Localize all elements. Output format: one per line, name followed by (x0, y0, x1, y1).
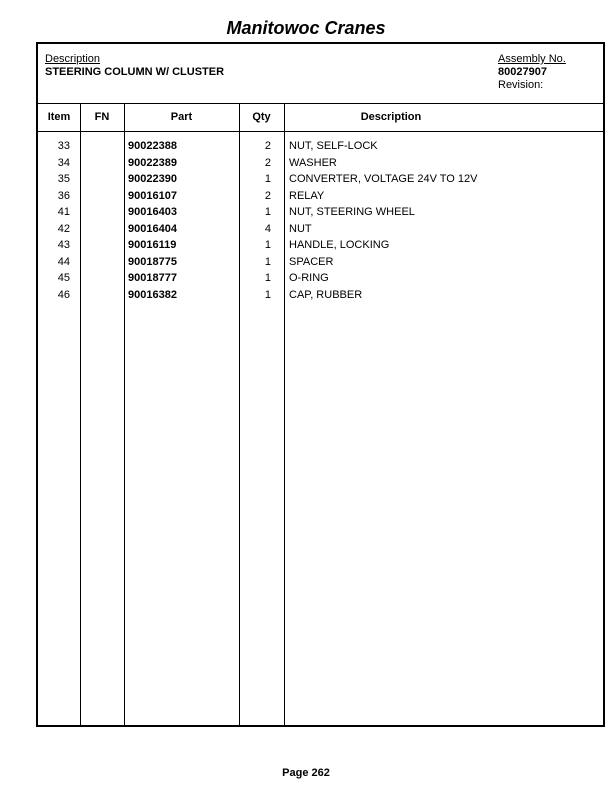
assembly-header (38, 44, 603, 104)
item-number: 41 (57, 206, 70, 218)
column-header-qty: Qty (252, 111, 271, 123)
table-row (38, 223, 603, 239)
item-number: 45 (57, 272, 70, 284)
table-row (38, 239, 603, 255)
item-number: 46 (57, 288, 70, 301)
assembly-number: 80027907 (498, 66, 547, 78)
part-description: SPACER (289, 255, 334, 268)
quantity: 1 (264, 239, 271, 251)
table-row (38, 173, 603, 189)
item-number: 43 (57, 239, 70, 251)
part-description: RELAY (289, 189, 325, 202)
page-number: Page 262 (282, 767, 330, 779)
quantity: 4 (264, 222, 271, 235)
revision-label: Revision: (498, 79, 544, 91)
table-row (38, 289, 603, 305)
part-number: 90018775 (128, 255, 177, 268)
table-row (38, 206, 603, 222)
item-number: 35 (57, 173, 70, 185)
part-description: NUT (289, 222, 312, 235)
assembly-block (498, 53, 566, 91)
part-description: O-RING (289, 272, 329, 284)
quantity: 1 (264, 288, 271, 301)
quantity: 1 (264, 255, 271, 268)
part-number: 90016119 (128, 239, 177, 251)
parts-list-frame (36, 42, 605, 727)
part-number: 90016107 (128, 189, 177, 202)
assembly-label: Assembly No. (498, 53, 566, 65)
table-row (38, 157, 603, 173)
part-description: NUT, SELF-LOCK (289, 140, 378, 152)
column-header-part: Part (170, 111, 193, 123)
part-number: 90016382 (128, 288, 177, 301)
part-number: 90022390 (128, 173, 177, 185)
part-description: CONVERTER, VOLTAGE 24V TO 12V (289, 173, 478, 185)
quantity: 1 (264, 173, 271, 185)
table-row (38, 256, 603, 272)
quantity: 1 (264, 272, 271, 284)
item-number: 42 (57, 222, 70, 235)
page-title: Manitowoc Cranes (226, 18, 386, 38)
quantity: 2 (264, 189, 271, 202)
item-number: 34 (57, 156, 70, 169)
part-number: 90022388 (128, 140, 177, 152)
part-description: HANDLE, LOCKING (289, 239, 390, 251)
part-number: 90016404 (128, 222, 177, 235)
table-row (38, 140, 603, 156)
quantity: 1 (264, 206, 271, 218)
table-row (38, 272, 603, 288)
part-description: CAP, RUBBER (289, 288, 363, 301)
part-number: 90018777 (128, 272, 177, 284)
column-header-item: Item (47, 111, 71, 123)
item-number: 44 (57, 255, 70, 268)
description-block (45, 53, 224, 78)
description-label: Description (45, 53, 101, 65)
description-value: STEERING COLUMN W/ CLUSTER (45, 66, 225, 78)
part-number: 90016403 (128, 206, 177, 218)
table-row (38, 190, 603, 206)
part-number: 90022389 (128, 156, 177, 169)
item-number: 36 (57, 189, 70, 202)
column-header-description: Description (360, 111, 422, 123)
part-description: WASHER (289, 156, 337, 169)
quantity: 2 (264, 140, 271, 152)
item-number: 33 (57, 140, 70, 152)
part-description: NUT, STEERING WHEEL (289, 206, 415, 218)
column-header-fn: FN (94, 111, 110, 123)
table-header (38, 104, 603, 132)
quantity: 2 (264, 156, 271, 169)
